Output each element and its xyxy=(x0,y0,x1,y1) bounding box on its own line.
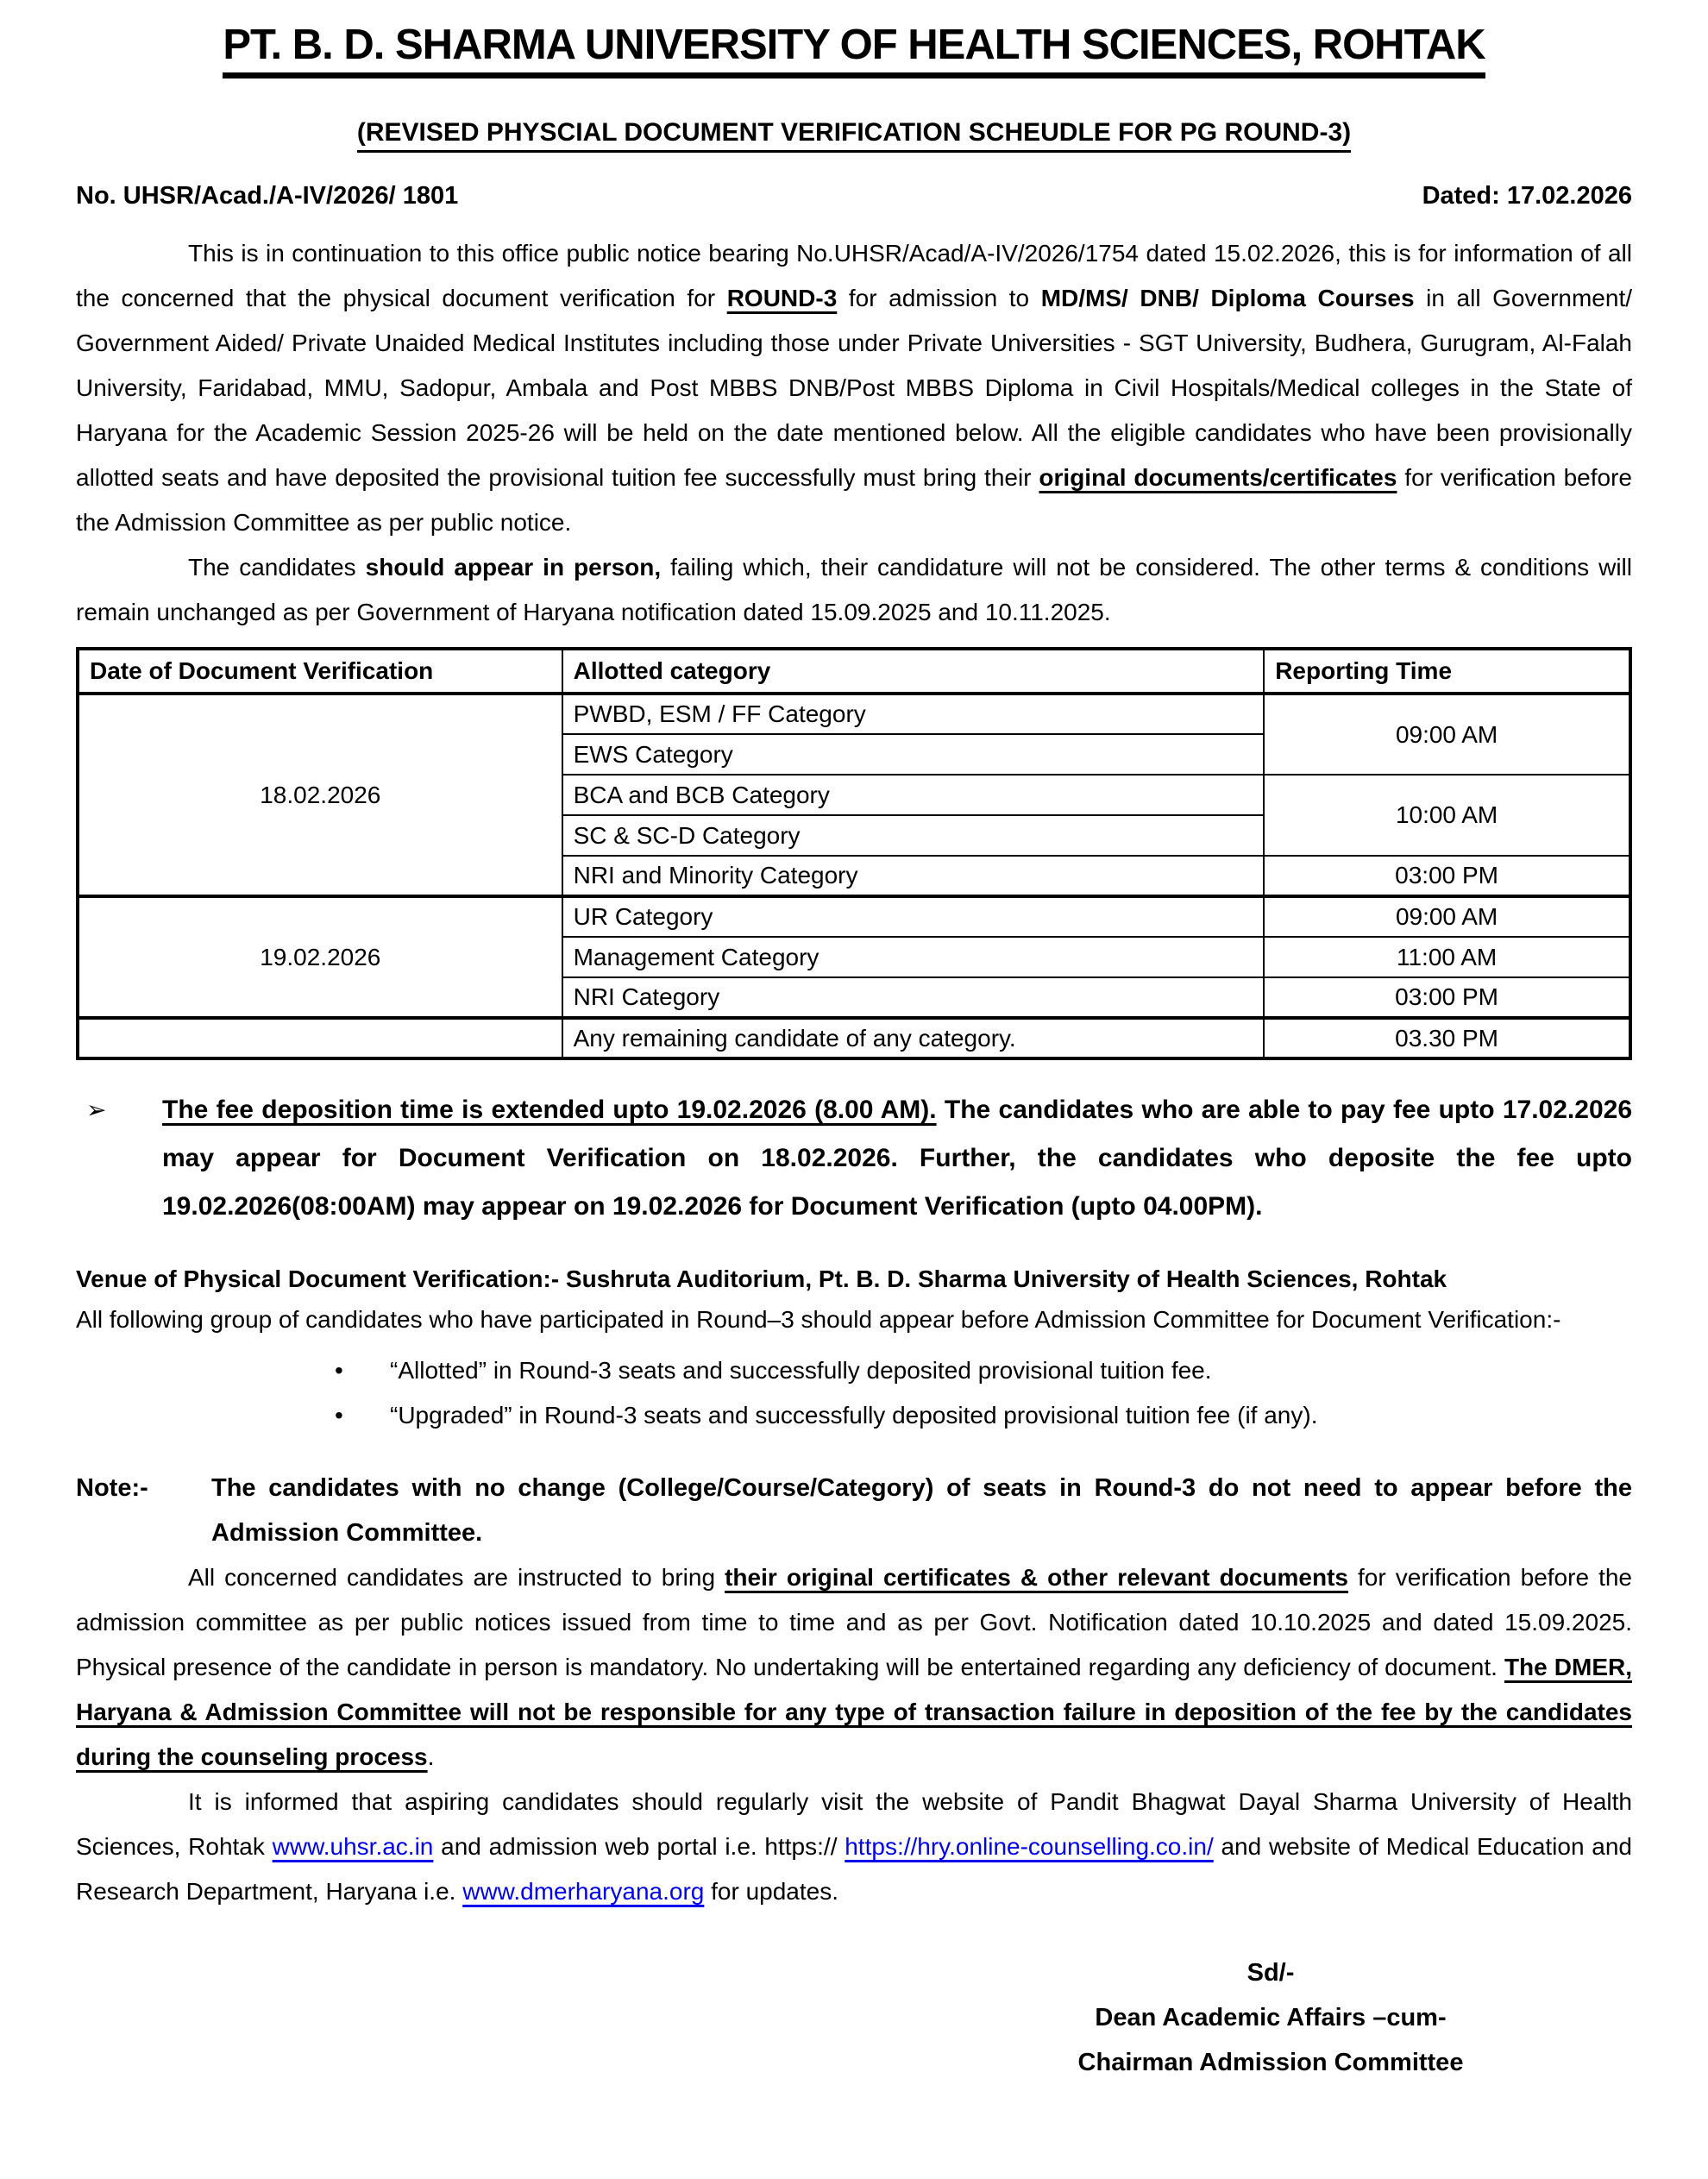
table-row xyxy=(78,694,1630,734)
websites-text-2: and admission web portal i.e. https:// xyxy=(433,1833,845,1860)
original-certificates-emphasis: their original certificates & other relevant documents xyxy=(725,1564,1348,1591)
candidate-group-list xyxy=(76,1348,1632,1438)
time-cell: 11:00 AM xyxy=(1264,937,1630,977)
table-header-row xyxy=(78,649,1630,694)
category-cell: SC & SC-D Category xyxy=(562,815,1265,856)
category-cell: BCA and BCB Category xyxy=(562,775,1265,815)
fee-extension-note xyxy=(76,1086,1632,1231)
page-subtitle: (REVISED PHYSCIAL DOCUMENT VERIFICATION SCHEUDLE FOR PG ROUND-3) xyxy=(357,118,1351,153)
date-cell: 19.02.2026 xyxy=(78,896,562,1018)
courses-emphasis: MD/MS/ DNB/ Diploma Courses xyxy=(1040,285,1415,311)
venue-heading: Venue of Physical Document Verification:- Sushruta Auditorium, Pt. B. D. Sharma University of Health Sciences, Rohtak xyxy=(76,1265,1447,1292)
signature-block xyxy=(1068,1950,1473,2085)
websites-text-4: for updates. xyxy=(704,1878,838,1905)
bullet-dot-icon: • xyxy=(335,1402,343,1429)
col-header-category: Allotted category xyxy=(562,649,1265,694)
websites-paragraph xyxy=(76,1780,1632,1914)
original-documents-emphasis: original documents/certificates xyxy=(1039,464,1397,491)
fee-extension-rest: The candidates who are able to pay fee upto 17.02.2026 may appear for Document Verification on 18.02.2026. Further, the candidates who deposite the fee upto 19.02.2026(08:00AM) may appear on 19.02.2026 for Document Verification (upto 04.00PM). xyxy=(162,1096,1632,1221)
fee-extension-text xyxy=(162,1086,1632,1231)
counselling-portal-link[interactable]: https://hry.online-counselling.co.in/ xyxy=(845,1833,1214,1860)
category-cell: Any remaining candidate of any category. xyxy=(562,1018,1265,1058)
websites-text-1: It is informed that aspiring candidates should regularly visit the website of Pandit Bhagwat Dayal Sharma University of Health Sciences, Rohtak xyxy=(76,1788,1632,1860)
intro-text-3: in all Government/ Government Aided/ Private Unaided Medical Institutes including those under Private Universities - SGT University, Budhera, Gurugram, Al-Falah University, Faridabad, MMU, Sadopur, Ambala and Post MBBS DNB/Post MBBS Diploma in Civil Hospitals/Medical colleges in the State of Haryana for the Academic Session 2025-26 will be held on the date mentioned below. All the eligible candidates who have been provisionally allotted seats and have deposited the provisional tuition fee successfully must bring their xyxy=(76,285,1632,491)
category-cell: Management Category xyxy=(562,937,1265,977)
category-cell: EWS Category xyxy=(562,734,1265,775)
note-label: Note:- xyxy=(76,1474,148,1502)
intro-text-2: for admission to xyxy=(837,285,1041,311)
appear-paragraph xyxy=(76,545,1632,635)
time-cell: 03:00 PM xyxy=(1264,856,1630,896)
date-cell-empty xyxy=(78,1018,562,1058)
time-cell: 09:00 AM xyxy=(1264,896,1630,937)
page-title: PT. B. D. SHARMA UNIVERSITY OF HEALTH SCIENCES, ROHTAK xyxy=(223,21,1485,78)
uhsr-website-link[interactable]: www.uhsr.ac.in xyxy=(272,1833,434,1860)
list-item-text: “Allotted” in Round-3 seats and successfully deposited provisional tuition fee. xyxy=(390,1357,1212,1384)
category-cell: NRI Category xyxy=(562,977,1265,1018)
docs-text-2: for verification before the admission committee as per public notices issued from time to time and as per Govt. Notification dated 10.10.2025 and dated 15.09.2025. Physical presence of the candidate in person is mandatory. No undertaking will be entertained regarding any deficiency of document. xyxy=(76,1564,1632,1680)
appear-text-2: failing which, their candidature will not be considered. The other terms & conditions will remain unchanged as per Government of Haryana notification dated 15.09.2025 and 10.11.2025. xyxy=(76,554,1632,625)
signature-designation-2: Chairman Admission Committee xyxy=(1077,2049,1464,2076)
intro-text-1: This is in continuation to this office public notice bearing No.UHSR/Acad/A-IV/2026/1754 dated 15.02.2026, this is for information of all the concerned that the physical document verification for xyxy=(76,240,1632,311)
list-item-text: “Upgraded” in Round-3 seats and successfully deposited provisional tuition fee (if any). xyxy=(390,1402,1318,1429)
time-cell: 09:00 AM xyxy=(1264,694,1630,775)
category-cell: NRI and Minority Category xyxy=(562,856,1265,896)
dmer-not-responsible-emphasis: The DMER, Haryana & Admission Committee will not be responsible for any type of transaction failure in deposition of the fee by the candidates during the counseling process xyxy=(76,1654,1632,1770)
title-block xyxy=(76,21,1632,78)
signature-designation-1: Dean Academic Affairs –cum- xyxy=(1095,2004,1447,2031)
reference-line xyxy=(76,182,1632,210)
verification-schedule-table xyxy=(76,647,1632,1060)
time-cell: 03:00 PM xyxy=(1264,977,1630,1018)
arrow-bullet-icon: ➢ xyxy=(86,1096,107,1123)
time-cell: 10:00 AM xyxy=(1264,775,1630,856)
col-header-time: Reporting Time xyxy=(1264,649,1630,694)
col-header-date: Date of Document Verification xyxy=(78,649,562,694)
table-row xyxy=(78,1018,1630,1058)
note-section xyxy=(76,1466,1632,1555)
time-cell: 03.30 PM xyxy=(1264,1018,1630,1058)
docs-text-1: All concerned candidates are instructed to bring xyxy=(188,1564,725,1591)
docs-text-3: . xyxy=(427,1743,435,1770)
dated-value: Dated: 17.02.2026 xyxy=(1422,182,1632,210)
subtitle-block xyxy=(76,118,1632,153)
category-cell: PWBD, ESM / FF Category xyxy=(562,694,1265,734)
signature-sd: Sd/- xyxy=(1246,1959,1295,1987)
note-text: The candidates with no change (College/Course/Category) of seats in Round-3 do not need to appear before the Admission Committee. xyxy=(211,1474,1632,1547)
intro-text-4: for verification before the Admission Committee as per public notice. xyxy=(76,464,1632,536)
websites-text-3: and website of Medical Education and Research Department, Haryana i.e. xyxy=(76,1833,1633,1905)
fee-extension-underlined: The fee deposition time is extended upto 19.02.2026 (8.00 AM). xyxy=(162,1096,937,1124)
table-row xyxy=(78,896,1630,937)
dmer-website-link[interactable]: www.dmerharyana.org xyxy=(462,1878,705,1905)
appear-text-1: The candidates xyxy=(188,554,366,581)
documents-paragraph xyxy=(76,1555,1632,1780)
round3-emphasis: ROUND-3 xyxy=(726,285,838,311)
venue-intro: All following group of candidates who have participated in Round–3 should appear before Admission Committee for Document Verification:- xyxy=(76,1306,1561,1333)
intro-paragraph xyxy=(76,231,1632,545)
list-item xyxy=(335,1393,1632,1438)
ref-number: No. UHSR/Acad./A-IV/2026/ 1801 xyxy=(76,182,459,210)
bullet-dot-icon: • xyxy=(335,1357,343,1384)
list-item xyxy=(335,1348,1632,1393)
category-cell: UR Category xyxy=(562,896,1265,937)
appear-in-person-emphasis: should appear in person, xyxy=(365,554,662,581)
date-cell: 18.02.2026 xyxy=(78,694,562,896)
